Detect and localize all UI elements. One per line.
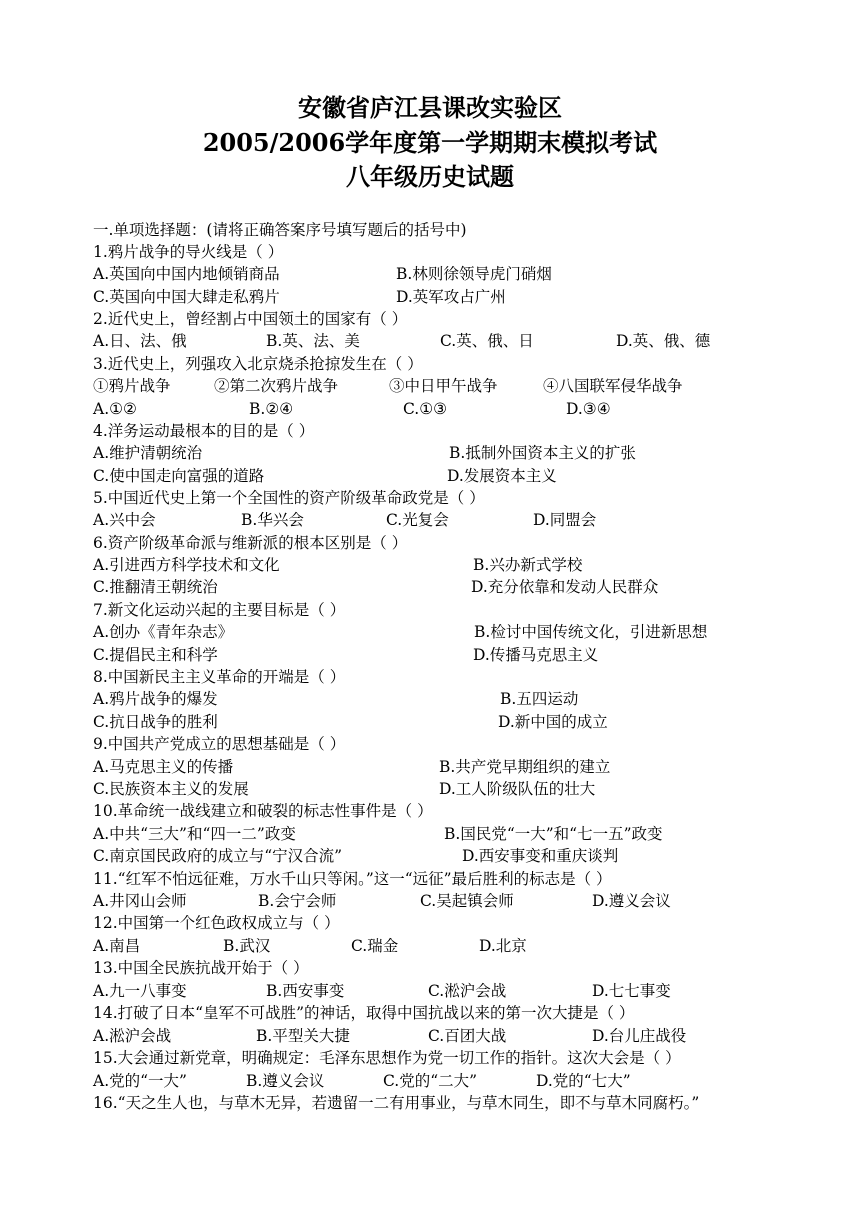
option-a: A.党的“一大” (93, 1072, 187, 1090)
option-a: A.日、法、俄 (93, 332, 187, 350)
question-stem: 1.鸦片战争的导火线是（ ） (93, 243, 284, 261)
option-c: C.英国向中国大肆走私鸦片 (93, 288, 280, 306)
option-b: B.五四运动 (500, 690, 579, 708)
option-a: A.鸦片战争的爆发 (93, 690, 218, 708)
option-b: B.②④ (249, 400, 294, 418)
option-d: D.同盟会 (533, 511, 597, 529)
question-stem: 14.打破了日本“皇军不可战胜”的神话，取得中国抗战以来的第一次大捷是（ ） (93, 1004, 635, 1022)
option-a: A.中共“三大”和“四一二”政变 (93, 825, 296, 843)
option-a: A.九一八事变 (93, 982, 187, 1000)
option-d: D.党的“七大” (536, 1072, 631, 1090)
question-stem: 6.资产阶级革命派与维新派的根本区别是（ ） (93, 534, 408, 552)
option-a: A.兴中会 (93, 511, 156, 529)
question-stem: 15.大会通过新党章，明确规定：毛泽东思想作为党一切工作的指针。这次大会是（ ） (93, 1049, 681, 1067)
option-d: D.英、俄、德 (616, 332, 711, 350)
option-d: D.西安事变和重庆谈判 (462, 847, 619, 865)
option-c: C.抗日战争的胜利 (93, 713, 218, 731)
option-a: A.引进西方科学技术和文化 (93, 556, 280, 574)
question-stem: 12.中国第一个红色政权成立与（ ） (93, 914, 340, 932)
option-c: C.英、俄、日 (440, 332, 534, 350)
option-a: A.井冈山会师 (93, 892, 187, 910)
option-c: C.提倡民主和科学 (93, 646, 218, 664)
option-d: D.发展资本主义 (447, 467, 557, 485)
option-b: B.会宁会师 (258, 892, 337, 910)
question-stem: 3.近代史上，列强攻入北京烧杀抢掠发生在（ ） (93, 355, 423, 373)
option-a: A.①② (93, 400, 137, 418)
option-c: C.淞沪会战 (428, 982, 507, 1000)
event-item: ④八国联军侵华战争 (543, 377, 683, 395)
question-stem: 5.中国近代史上第一个全国性的资产阶级革命政党是（ ） (93, 489, 485, 507)
question-stem: 2.近代史上，曾经割占中国领土的国家有（ ） (93, 310, 408, 328)
option-a: A.英国向中国内地倾销商品 (93, 265, 280, 283)
question-stem: 8.中国新民主主义革命的开端是（ ） (93, 668, 346, 686)
option-d: D.英军攻占广州 (396, 288, 506, 306)
option-b: B.检讨中国传统文化，引进新思想 (474, 623, 708, 641)
exam-title-term: 2005/2006学年度第一学期期末模拟考试 (202, 128, 658, 157)
question-stem: 10.革命统一战线建立和破裂的标志性事件是（ ） (93, 802, 433, 820)
option-d: D.台儿庄战役 (592, 1027, 687, 1045)
question-stem: 16.“天之生人也，与草木无异，若遗留一二有用事业，与草木同生，即不与草木同腐朽。” (93, 1094, 700, 1112)
event-item: ①鸦片战争 (93, 377, 171, 395)
option-b: B.遵义会议 (246, 1072, 325, 1090)
question-stem: 9.中国共产党成立的思想基础是（ ） (93, 735, 346, 753)
option-c: C.百团大战 (428, 1027, 507, 1045)
question-stem: 4.洋务运动最根本的目的是（ ） (93, 422, 315, 440)
option-b: B.武汉 (223, 937, 271, 955)
event-item: ③中日甲午战争 (389, 377, 498, 395)
option-c: C.①③ (403, 400, 448, 418)
option-d: D.七七事变 (592, 982, 671, 1000)
option-a: A.维护清朝统治 (93, 444, 203, 462)
option-a: A.马克思主义的传播 (93, 758, 234, 776)
option-b: B.共产党早期组织的建立 (439, 758, 611, 776)
option-b: B.林则徐领导虎门硝烟 (396, 265, 552, 283)
option-b: B.平型关大捷 (256, 1027, 350, 1045)
question-stem: 7.新文化运动兴起的主要目标是（ ） (93, 601, 346, 619)
option-d: D.传播马克思主义 (473, 646, 599, 664)
question-stem: 13.中国全民族抗战开始于（ ） (93, 959, 309, 977)
option-a: A.创办《青年杂志》 (93, 623, 234, 641)
option-d: D.充分依靠和发动人民群众 (471, 578, 659, 596)
option-c: C.南京国民政府的成立与“宁汉合流” (93, 847, 343, 865)
exam-title-region: 安徽省庐江县课改实验区 (298, 93, 562, 122)
question-stem: 11.“红军不怕远征难，万水千山只等闲。”这一“远征”最后胜利的标志是（ ） (93, 870, 612, 888)
option-b: B.抵制外国资本主义的扩张 (449, 444, 636, 462)
option-d: D.③④ (566, 400, 611, 418)
option-a: A.淞沪会战 (93, 1027, 172, 1045)
option-d: D.北京 (479, 937, 527, 955)
option-c: C.党的“二大” (383, 1072, 478, 1090)
option-c: C.推翻清王朝统治 (93, 578, 218, 596)
option-a: A.南昌 (93, 937, 141, 955)
option-c: C.光复会 (386, 511, 449, 529)
option-d: D.新中国的成立 (498, 713, 608, 731)
option-d: D.工人阶级队伍的壮大 (439, 780, 596, 798)
exam-title-subject: 八年级历史试题 (346, 162, 514, 191)
option-b: B.兴办新式学校 (473, 556, 583, 574)
option-c: C.民族资本主义的发展 (93, 780, 249, 798)
option-b: B.西安事变 (266, 982, 345, 1000)
option-b: B.英、法、美 (266, 332, 360, 350)
option-c: C.瑞金 (351, 937, 399, 955)
option-c: C.使中国走向富强的道路 (93, 467, 265, 485)
option-d: D.遵义会议 (592, 892, 671, 910)
option-b: B.华兴会 (241, 511, 304, 529)
option-c: C.吴起镇会师 (420, 892, 514, 910)
option-b: B.国民党“一大”和“七一五”政变 (444, 825, 663, 843)
section-heading: 一.单项选择题：(请将正确答案序号填写题后的括号中) (93, 221, 467, 239)
event-item: ②第二次鸦片战争 (214, 377, 339, 395)
